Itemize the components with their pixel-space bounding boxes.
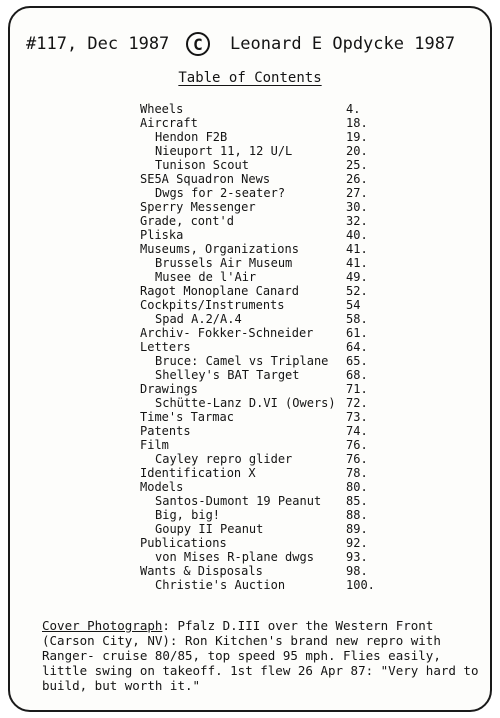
toc-entry-label: Nieuport 11, 12 U/L: [155, 144, 293, 158]
toc-entry: [140, 340, 380, 354]
toc-entry: [140, 144, 380, 158]
toc-entry: [140, 130, 380, 144]
toc-entry-page: 49.: [346, 270, 368, 284]
toc-entry: [140, 564, 380, 578]
toc-entry: [140, 368, 380, 382]
toc-entry-page: 85.: [346, 494, 368, 508]
toc-entry-page: 20.: [346, 144, 368, 158]
toc-entry-label: Tunison Scout: [155, 158, 249, 172]
toc-entry-label: Grade, cont'd: [140, 214, 234, 228]
toc-entry-label: Wheels: [140, 102, 184, 116]
toc-title: Table of Contents: [178, 70, 322, 86]
toc-entry: [140, 228, 380, 242]
author-credit: Leonard E Opdycke 1987: [230, 34, 456, 54]
toc-entry-page: 19.: [346, 130, 368, 144]
toc-entry-label: Schütte-Lanz D.VI (Owers): [155, 396, 336, 410]
toc-entry-page: 68.: [346, 368, 368, 382]
issue-number: #117, Dec 1987: [26, 34, 170, 54]
toc-entry: [140, 102, 380, 116]
toc-entry: [140, 326, 380, 340]
toc-entry-label: Ragot Monoplane Canard: [140, 284, 299, 298]
copyright-icon: C: [186, 32, 210, 56]
toc-entry-label: Hendon F2B: [155, 130, 228, 144]
toc-entry-page: 58.: [346, 312, 368, 326]
toc-entry: [140, 424, 380, 438]
toc-entry-page: 18.: [346, 116, 368, 130]
toc-entry-page: 25.: [346, 158, 368, 172]
toc-entry-label: Brussels Air Museum: [155, 256, 293, 270]
toc-entry-page: 41.: [346, 242, 368, 256]
toc-entry-page: 93.: [346, 550, 368, 564]
toc-entry-page: 78.: [346, 466, 368, 480]
toc-entry: [140, 312, 380, 326]
toc-entry-label: Letters: [140, 340, 191, 354]
toc-entry-label: Film: [140, 438, 169, 452]
toc-entry: [140, 116, 380, 130]
toc-entry-page: 100.: [346, 578, 375, 592]
toc-entry-label: Aircraft: [140, 116, 198, 130]
toc-entry: [140, 466, 380, 480]
toc-entry: [140, 536, 380, 550]
toc-entry-page: 61.: [346, 326, 368, 340]
toc-entry-label: Pliska: [140, 228, 184, 242]
toc-entry-label: Musee de l'Air: [155, 270, 257, 284]
toc-entry-page: 76.: [346, 452, 368, 466]
toc-entry-page: 76.: [346, 438, 368, 452]
toc-entry-label: Spad A.2/A.4: [155, 312, 242, 326]
toc-entry-label: Christie's Auction: [155, 578, 286, 592]
toc-entry: [140, 354, 380, 368]
toc-entry: [140, 522, 380, 536]
header: [26, 32, 486, 56]
toc-entry-label: Patents: [140, 424, 191, 438]
toc-entry: [140, 438, 380, 452]
toc-entry-label: Cockpits/Instruments: [140, 298, 285, 312]
toc-entry-label: Museums, Organizations: [140, 242, 299, 256]
toc-entry: [140, 396, 380, 410]
toc-entry-label: Time's Tarmac: [140, 410, 234, 424]
toc-entry-page: 65.: [346, 354, 368, 368]
toc-entry: [140, 214, 380, 228]
toc-entry-page: 41.: [346, 256, 368, 270]
cover-caption-text: : Pfalz D.III over the Western Front (Carson City, NV): Ron Kitchen's brand new repro with Ranger- cruise 80/85, top speed 95 mph. Flies easily, little swing on takeoff. 1st flew 26 Apr 87: "Very hard to build, but worth it.": [42, 618, 479, 693]
toc-entry-page: 88.: [346, 508, 368, 522]
toc-entry-label: Publications: [140, 536, 227, 550]
toc-entry-label: Santos-Dumont 19 Peanut: [155, 494, 322, 508]
toc-entry: [140, 242, 380, 256]
toc-entry: [140, 270, 380, 284]
document-page: [8, 6, 492, 712]
cover-caption-lead: Cover Photograph: [42, 618, 163, 633]
toc-entry-page: 64.: [346, 340, 368, 354]
toc-entry-label: von Mises R-plane dwgs: [155, 550, 314, 564]
toc-entry: [140, 382, 380, 396]
toc-entry-label: Dwgs for 2-seater?: [155, 186, 286, 200]
toc-entry-label: Goupy II Peanut: [155, 522, 264, 536]
toc-entry-page: 71.: [346, 382, 368, 396]
toc-entry-page: 98.: [346, 564, 368, 578]
toc-entry: [140, 494, 380, 508]
toc-entry-page: 40.: [346, 228, 368, 242]
toc-entry-label: Drawings: [140, 382, 198, 396]
toc-entry: [140, 172, 380, 186]
toc-entry-page: 52.: [346, 284, 368, 298]
toc-entry: [140, 298, 380, 312]
toc-entry-page: 72.: [346, 396, 368, 410]
toc-entry-page: 26.: [346, 172, 368, 186]
toc-entry-page: 54: [346, 298, 361, 312]
toc-entry-label: Cayley repro glider: [155, 452, 293, 466]
toc-entry: [140, 578, 380, 592]
toc-entry-label: Models: [140, 480, 184, 494]
toc-list: [140, 102, 380, 592]
toc-entry-page: 32.: [346, 214, 368, 228]
toc-entry-label: SE5A Squadron News: [140, 172, 271, 186]
toc-entry-label: Identification X: [140, 466, 256, 480]
toc-entry: [140, 452, 380, 466]
toc-entry: [140, 256, 380, 270]
toc-entry: [140, 284, 380, 298]
toc-entry: [140, 508, 380, 522]
toc-entry-page: 89.: [346, 522, 368, 536]
toc-entry: [140, 550, 380, 564]
toc-entry-label: Shelley's BAT Target: [155, 368, 300, 382]
toc-entry: [140, 480, 380, 494]
cover-caption: [42, 618, 482, 693]
toc-entry-page: 73.: [346, 410, 368, 424]
toc-entry-page: 74.: [346, 424, 368, 438]
toc-entry-page: 80.: [346, 480, 368, 494]
toc-entry-page: 30.: [346, 200, 368, 214]
toc-entry: [140, 200, 380, 214]
toc-entry: [140, 158, 380, 172]
toc-entry-page: 4.: [346, 102, 361, 116]
toc-entry-label: Wants & Disposals: [140, 564, 263, 578]
toc-entry: [140, 410, 380, 424]
toc-entry-label: Big, big!: [155, 508, 221, 522]
toc-entry-label: Bruce: Camel vs Triplane: [155, 354, 329, 368]
toc-entry: [140, 186, 380, 200]
toc-entry-page: 92.: [346, 536, 368, 550]
toc-entry-label: Sperry Messenger: [140, 200, 256, 214]
toc-entry-label: Archiv- Fokker-Schneider: [140, 326, 314, 340]
toc-entry-page: 27.: [346, 186, 368, 200]
